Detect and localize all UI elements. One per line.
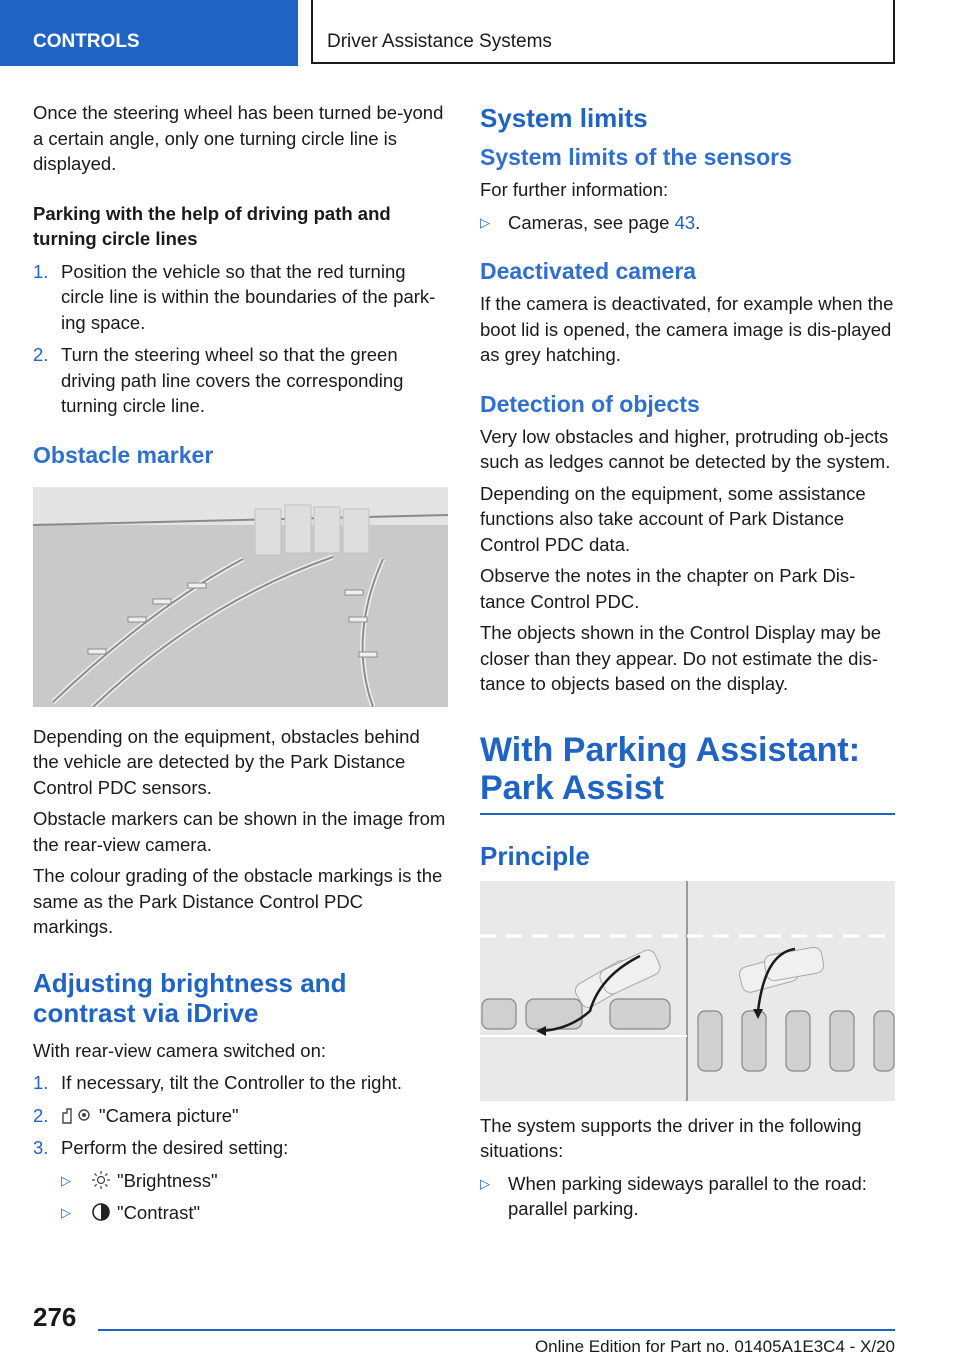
list-item bbox=[61, 1200, 448, 1226]
step-text: Turn the steering wheel so that the green driving path line covers the corresponding turning circle line. bbox=[61, 344, 404, 416]
deactivated-camera-heading: Deactivated camera bbox=[480, 258, 697, 284]
adjust-steps bbox=[33, 1070, 448, 1161]
list-item bbox=[61, 1168, 448, 1194]
section-tab: Driver Assistance Systems bbox=[311, 0, 895, 64]
chapter-tab: CONTROLS bbox=[0, 0, 298, 66]
setting-label: "Contrast" bbox=[117, 1202, 201, 1223]
bullet-triangle-icon: ▷ bbox=[480, 214, 490, 230]
parking-heading: Parking with the help of driving path and turning circle lines bbox=[33, 202, 391, 249]
page-link[interactable]: 43 bbox=[674, 211, 696, 233]
right-column bbox=[480, 100, 895, 1222]
parking-steps bbox=[33, 259, 448, 419]
step-text: "Camera picture" bbox=[99, 1104, 239, 1126]
edition-note: Online Edition for Part no. 01405A1E3C4 - X/20 bbox=[534, 1337, 895, 1356]
parking-principle-figure bbox=[480, 881, 895, 1101]
list-item bbox=[33, 1070, 448, 1096]
deactivated-paragraph: If the camera is deactivated, for example when the boot lid is opened, the camera image is dis-played as grey hatching. bbox=[480, 293, 894, 365]
list-item bbox=[480, 1171, 895, 1222]
detection-paragraph: The objects shown in the Control Display may be closer than they appear. Do not estimate the dis-tance to objects based on the display. bbox=[480, 622, 882, 694]
step-text: If necessary, tilt the Controller to the right. bbox=[61, 1072, 403, 1093]
obstacle-paragraph: The colour grading of the obstacle markings is the same as the Park Distance Control PDC markings. bbox=[33, 865, 443, 937]
page-number: 276 bbox=[33, 1302, 77, 1332]
principle-intro: The system supports the driver in the following situations: bbox=[480, 1114, 862, 1161]
item-punctuation: . bbox=[695, 211, 701, 233]
step-number: 2. bbox=[33, 1104, 49, 1126]
adjust-heading: Adjusting brightness and contrast via iDrive bbox=[33, 967, 347, 1028]
list-item bbox=[33, 1135, 448, 1161]
bullet-triangle-icon: ▷ bbox=[480, 1175, 490, 1191]
step-number: 1. bbox=[33, 1072, 49, 1093]
rear-camera-figure bbox=[33, 487, 448, 707]
adjust-sub-list bbox=[61, 1168, 448, 1226]
camera-picture-icon bbox=[61, 1105, 93, 1125]
page-header bbox=[0, 0, 960, 66]
bullet-triangle-icon: ▷ bbox=[61, 1172, 71, 1188]
item-text: Cameras, see page bbox=[508, 211, 675, 233]
sun-icon bbox=[91, 1170, 111, 1190]
detection-paragraph: Depending on the equipment, some assistance functions also take account of Park Distance Control PDC data. bbox=[480, 482, 866, 555]
adjust-intro: With rear-view camera switched on: bbox=[33, 1039, 327, 1061]
obstacle-marker-heading: Obstacle marker bbox=[33, 441, 214, 468]
contrast-icon bbox=[91, 1202, 111, 1222]
principle-list bbox=[480, 1171, 895, 1222]
list-item bbox=[33, 259, 448, 336]
sensors-intro: For further information: bbox=[480, 179, 669, 200]
step-number: 2. bbox=[33, 344, 49, 365]
obstacle-paragraph: Obstacle markers can be shown in the image from the rear-view camera. bbox=[33, 808, 446, 855]
principle-heading: Principle bbox=[480, 840, 590, 871]
list-item bbox=[480, 210, 895, 236]
left-column bbox=[33, 100, 448, 1226]
obstacle-paragraph: Depending on the equipment, obstacles behind the vehicle are detected by the Park Distance Control PDC sensors. bbox=[33, 725, 420, 798]
step-number: 3. bbox=[33, 1137, 49, 1158]
park-assist-title-block bbox=[480, 731, 895, 815]
step-text: Perform the desired setting: bbox=[61, 1137, 289, 1158]
detection-paragraph: Very low obstacles and higher, protruding ob-jects such as ledges cannot be detected by the system. bbox=[480, 425, 891, 472]
intro-paragraph: Once the steering wheel has been turned be-yond a certain angle, only one turning circle line is displayed. bbox=[33, 102, 444, 174]
bullet-triangle-icon: ▷ bbox=[61, 1205, 71, 1220]
detection-heading: Detection of objects bbox=[480, 390, 700, 417]
sensors-heading: System limits of the sensors bbox=[480, 144, 792, 170]
park-assist-title-line1: With Parking Assistant: bbox=[480, 730, 861, 769]
item-text: When parking sideways parallel to the road: parallel parking. bbox=[508, 1172, 867, 1219]
list-item bbox=[33, 342, 448, 419]
system-limits-heading: System limits bbox=[480, 103, 648, 133]
detection-paragraph: Observe the notes in the chapter on Park Dis-tance Control PDC. bbox=[480, 565, 856, 612]
park-assist-title-line2: Park Assist bbox=[480, 768, 664, 807]
step-text: Position the vehicle so that the red turning circle line is within the boundaries of the park-ing space. bbox=[61, 260, 436, 333]
setting-label: "Brightness" bbox=[117, 1169, 218, 1191]
sensors-list bbox=[480, 210, 895, 236]
step-number: 1. bbox=[33, 260, 49, 282]
footer-divider bbox=[98, 1329, 895, 1331]
list-item bbox=[33, 1103, 448, 1129]
